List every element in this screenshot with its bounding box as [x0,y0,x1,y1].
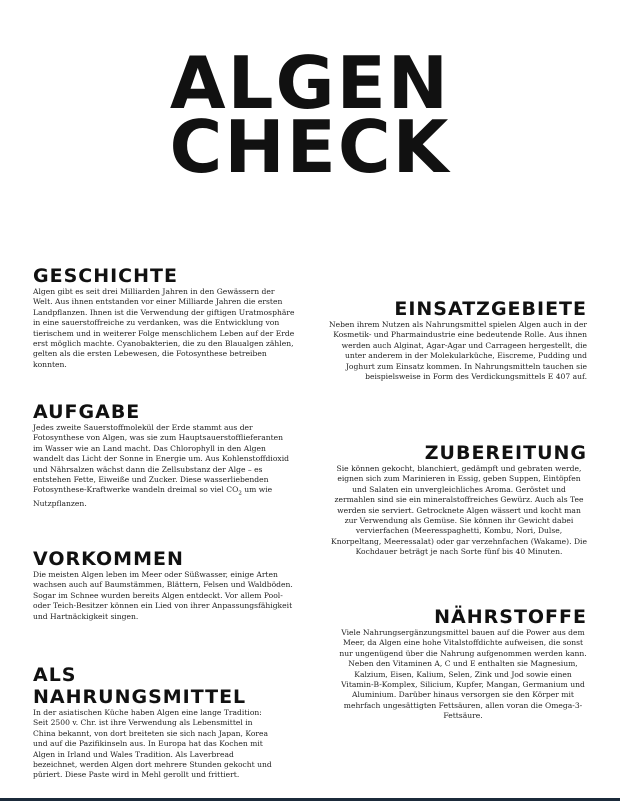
section-text-end: um wie Nutzpflanzen. [33,485,273,509]
section-heading: ZUBEREITUNG [424,442,587,464]
section-geschichte [33,265,295,370]
section-nahrungsmittel [33,664,273,781]
section-einsatzgebiete [325,298,587,382]
title-line-2: CHECK [169,105,451,189]
section-heading: ALS NAHRUNGSMITTEL [33,664,247,708]
section-vorkommen [33,548,295,622]
section-text: Algen gibt es seit drei Milliarden Jahren in den Gewässern der Welt. Aus ihnen entstanden vor einer Milliarde Jahren die ersten Landpflanzen. Ihnen ist die Verwendung der giftigen Uratmosphäre in eine sauerstoffreiche zu verdanken, was die Entwicklung von tierischem und in weiterer Folge menschlichem Leben auf der Erde erst möglich machte. Cyanobakterien, die zu den Blaualgen zählen, gelten als die ersten Lebewesen, die Fotosynthese betreiben konnten. [33,287,295,369]
section-text: Viele Nahrungsergänzungsmittel bauen auf die Power aus dem Meer, da Algen eine hohe Vitalstoffdichte aufweisen, die sonst nur ungenügend über die Nahrung aufgenommen werden kann. Neben den Vitaminen A, C und E enthalten sie Magnesium, Kalzium, Eisen, Kalium, Selen, Zink und Jod sowie einen Vitamin-B-Komplex, Silicium, Kupfer, Mangan, Germanium und Aluminium. Darüber hinaus versorgen sie den Körper mit mehrfach ungesättigten Fettsäuren, allen voran die Omega-3-Fettsäure. [339,628,587,721]
section-text: Neben ihrem Nutzen als Nahrungsmittel spielen Algen auch in der Kosmetik- und Pharmaindustrie eine bedeutende Rolle. Aus ihnen werden auch Alginat, Agar-Agar und Carrageen hergestellt, die unter anderem in der Molekularküche, Eiscreme, Pudding und Joghurt zum Einsatz kommen. In Nahrungsmitteln tauchen sie beispielsweise in Form des Verdickungsmittels E 407 auf. [329,320,587,382]
section-heading: NÄHRSTOFFE [434,606,587,628]
section-text [33,423,295,510]
section-text-main: Jedes zweite Sauerstoffmolekül der Erde stammt aus der Fotosynthese von Algen, was sie zum Hauptsauerstofflieferanten im Wasser wie an Land macht. Das Chlorophyll in den Algen wandelt das Licht der Sonne in Energie um. Aus Kohlenstoffdioxid und Nährsalzen wächst dann die Zellsubstanz der Alge – es entstehen Fette, Eiweiße und Zucker. Diese wasserliebenden Fotosynthese-Kraftwerke wandeln dreimal so viel CO [33,423,289,495]
section-heading: GESCHICHTE [33,265,178,287]
section-text: Die meisten Algen leben im Meer oder Süßwasser, einige Arten wachsen auch auf Baumstämmen, Blättern, Felsen und Waldböden. Sogar im Schnee wurden bereits Algen entdeckt. Vor allem Pool- oder Teich-Besitzer können ein Lied von ihrer Anpassungsfähigkeit und Hartnäckigkeit singen. [33,570,293,621]
section-aufgabe [33,401,295,510]
section-naehrstoffe [339,606,587,722]
section-zubereitung [331,442,587,558]
section-heading: VORKOMMEN [33,548,184,570]
co2-subscript: 2 [238,490,242,497]
title-line-1: ALGEN [169,41,451,125]
section-text: In der asiatischen Küche haben Algen eine lange Tradition: Seit 2500 v. Chr. ist ihre Verwendung als Lebensmittel in China bekannt, von dort breiteten sie sich nach Japan, Korea und auf die Pazifikinseln aus. In Europa hat das Kochen mit Algen in Irland und Wales Tradition. Als Laverbread bezeichnet, werden Algen dort mehrere Stunden gekocht und püriert. Diese Paste wird in Mehl gerollt und frittiert. [33,708,272,780]
section-heading: EINSATZGEBIETE [394,298,587,320]
section-text: Sie können gekocht, blanchiert, gedämpft und gebraten werde, eignen sich zum Marinieren in Essig, geben Suppen, Eintöpfen und Salaten ein unvergleichliches Aroma. Geröstet und zermahlen sind sie ein mineralstoffreiches Gewürz. Auch als Tee werden sie serviert. Getrocknete Algen wässert und kocht man zur Verwendung als Gemüse. Sie können ihr Gewicht dabei vervierfachen (Meeresspaghetti, Kombu, Nori, Dulse, Knorpeltang, Meeressalat) oder gar verzehnfachen (Wakame). Die Kochdauer beträgt je nach Sorte fünf bis 40 Minuten. [331,464,587,557]
section-heading: AUFGABE [33,401,141,423]
